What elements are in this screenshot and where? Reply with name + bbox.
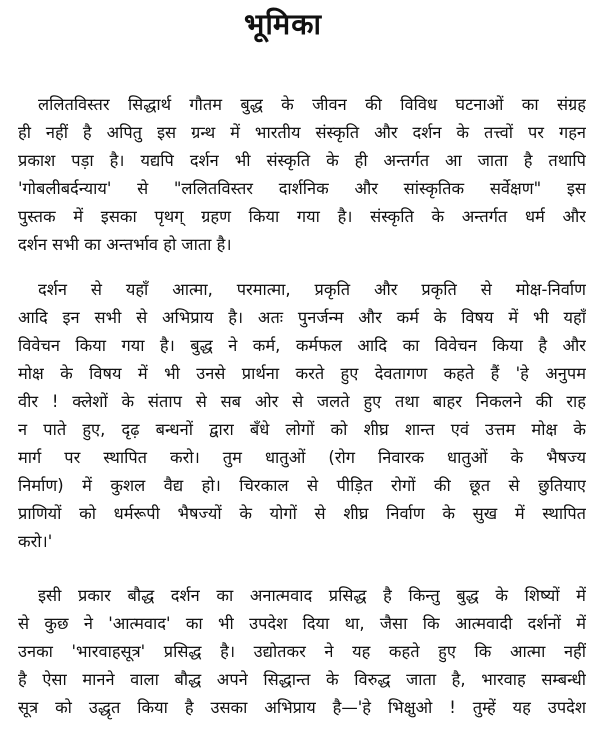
text-line: आदि इन सभी से अभिप्राय है। अतः पुनर्जन्म और कर्म के विषय में भी यहाँ	[18, 308, 586, 327]
text-line: प्रकाश पड़ा है। यद्यपि दर्शन भी संस्कृति के ही अन्तर्गत आ जाता है तथापि	[18, 151, 586, 170]
text-line: इसी प्रकार बौद्ध दर्शन का अनात्मवाद प्रसिद्ध है किन्तु बुद्ध के शिष्यों में	[38, 586, 586, 605]
text-line: मार्ग पर स्थापित करो। तुम धातुओं (रोग निवारक धातुओं के भैषज्य	[18, 448, 586, 467]
text-line: विवेचन किया गया है। बुद्ध ने कर्म, कर्मफल आदि का विवेचन किया है और	[18, 336, 586, 355]
paragraph-2	[18, 276, 586, 556]
text-line: निर्माण) में कुशल वैद्य हो। चिरकाल से पीड़ित रोगों की छूत से छुतियाए	[18, 476, 586, 495]
text-line: करो।'	[18, 532, 53, 551]
paragraph-1	[18, 91, 586, 259]
text-line: ललितविस्तर सिद्धार्थ गौतम बुद्ध के जीवन की विविध घटनाओं का संग्रह	[38, 95, 586, 114]
page-title: भूमिका	[244, 7, 323, 41]
paragraph-3	[18, 582, 586, 722]
text-line: सूत्र को उद्धृत किया है उसका अभिप्राय है—'हे भिक्षुओ ! तुम्हें यह उपदेश	[18, 698, 586, 717]
text-line: दर्शन से यहाँ आत्मा, परमात्मा, प्रकृति और प्रकृति से मोक्ष-निर्वाण	[38, 280, 586, 299]
text-line: मोक्ष के विषय में भी उनसे प्रार्थना करते हुए देवतागण कहते हैं 'हे अनुपम	[18, 364, 586, 383]
text-line: पुस्तक में इसका पृथग् ग्रहण किया गया है। संस्कृति के अन्तर्गत धर्म और	[18, 207, 586, 226]
text-line: है ऐसा मानने वाला बौद्ध अपने सिद्धान्त के विरुद्ध जाता है, भारवाह सम्बन्धी	[18, 670, 586, 689]
text-line: वीर ! क्लेशों के संताप से सब ओर से जलते हुए तथा बाहर निकलने की राह	[18, 392, 586, 411]
text-line: प्राणियों को धर्मरूपी भैषज्यों के योगों से शीघ्र निर्वाण के सुख में स्थापित	[18, 504, 586, 523]
text-line: ही नहीं है अपितु इस ग्रन्थ में भारतीय संस्कृति और दर्शन के तत्त्वों पर गहन	[18, 123, 586, 142]
text-line: दर्शन सभी का अन्तर्भाव हो जाता है।	[18, 235, 232, 254]
text-line: उनका 'भारवाहसूत्र' प्रसिद्ध है। उद्योतकर ने यह कहते हुए कि आत्मा नहीं	[18, 642, 586, 661]
text-line: 'गोबलीबर्दन्याय' से "ललितविस्तर दार्शनिक और सांस्कृतिक सर्वेक्षण" इस	[18, 179, 586, 198]
text-line: न पाते हुए, दृढ़ बन्धनों द्वारा बँधे लोगों को शीघ्र शान्त एवं उत्तम मोक्ष के	[18, 420, 586, 439]
text-line: से कुछ ने 'आत्मवाद' का भी उपदेश दिया था, जैसा कि आत्मवादी दर्शनों में	[18, 614, 586, 633]
